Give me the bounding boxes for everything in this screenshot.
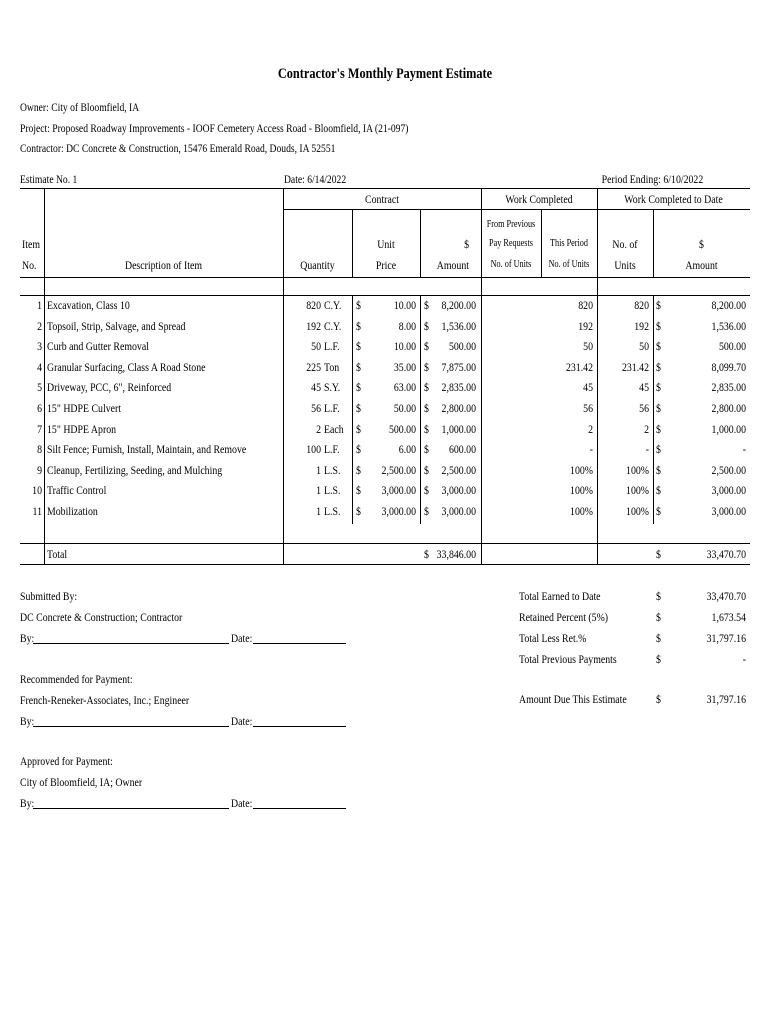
item-this-period-units: 2 (588, 422, 593, 436)
to-date-dollar-sign: $ (656, 504, 661, 518)
item-number: 7 (37, 422, 42, 436)
item-amount-to-date: 3,000.00 (711, 483, 746, 497)
to-date-dollar-sign: $ (656, 298, 661, 312)
header-amount-to-date: Amount (685, 258, 718, 272)
item-unit: L.S. (324, 483, 341, 497)
item-amount-to-date: 8,200.00 (711, 298, 746, 312)
item-description: Excavation, Class 10 (47, 298, 130, 312)
amount-dollar-sign: $ (424, 422, 429, 436)
item-unit-price: 10.00 (393, 298, 416, 312)
summary-label: Total Less Ret.% (519, 631, 587, 645)
contractor-line: Contractor: DC Concrete & Construction, 15476 Emerald Road, Douds, IA 52551 (20, 141, 336, 155)
amount-due-dollar: $ (656, 692, 661, 706)
signature-date-label: Date: (231, 714, 253, 728)
to-date-dollar-sign: $ (656, 360, 661, 374)
item-number: 9 (37, 463, 42, 477)
item-quantity: 2 (316, 422, 321, 436)
total-label: Total (47, 547, 68, 561)
summary-dollar-sign: $ (656, 589, 661, 603)
owner-line: Owner: City of Bloomfield, IA (20, 100, 140, 114)
item-unit-price: 3,000.00 (381, 483, 416, 497)
item-units-to-date: 820 (634, 298, 649, 312)
signature-by-label: By: (20, 796, 35, 810)
price-dollar-sign: $ (356, 504, 361, 518)
amount-dollar-sign: $ (424, 339, 429, 353)
item-amount-to-date: 2,500.00 (711, 463, 746, 477)
page-title: Contractor's Monthly Payment Estimate (277, 66, 493, 82)
item-amount-to-date: 2,835.00 (711, 380, 746, 394)
item-number: 11 (32, 504, 42, 518)
item-contract-amount: 2,835.00 (441, 380, 476, 394)
item-amount-to-date: 500.00 (718, 339, 746, 353)
to-date-dollar-sign: $ (656, 401, 661, 415)
total-contract-amount: 33,846.00 (436, 547, 476, 561)
summary-dollar-sign: $ (656, 610, 661, 624)
item-units-to-date: 50 (639, 339, 649, 353)
signature-by-label: By: (20, 631, 35, 645)
amount-dollar-sign: $ (424, 380, 429, 394)
item-unit: L.S. (324, 504, 341, 518)
item-unit: L.F. (324, 442, 340, 456)
price-dollar-sign: $ (356, 442, 361, 456)
item-description: 15" HDPE Apron (47, 422, 117, 436)
price-dollar-sign: $ (356, 380, 361, 394)
item-unit-price: 63.00 (393, 380, 416, 394)
price-dollar-sign: $ (356, 422, 361, 436)
item-unit-price: 500.00 (388, 422, 416, 436)
item-quantity: 192 (306, 319, 321, 333)
estimate-date: Date: 6/14/2022 (284, 172, 347, 186)
signature-date-label: Date: (231, 796, 253, 810)
item-amount-to-date: 1,536.00 (711, 319, 746, 333)
price-dollar-sign: $ (356, 401, 361, 415)
amount-dollar-sign: $ (424, 504, 429, 518)
amount-due-label: Amount Due This Estimate (519, 692, 627, 706)
total-completed-dollar: $ (656, 547, 661, 561)
amount-due-value: 31,797.16 (706, 692, 746, 706)
item-number: 8 (37, 442, 42, 456)
summary-dollar-sign: $ (656, 652, 661, 666)
item-units-to-date: 231.42 (621, 360, 649, 374)
item-units-to-date: 100% (626, 483, 649, 497)
item-unit-price: 8.00 (398, 319, 416, 333)
item-unit: S.Y. (324, 380, 341, 394)
item-quantity: 45 (311, 380, 321, 394)
to-date-dollar-sign: $ (656, 422, 661, 436)
header-contract: Contract (365, 192, 399, 206)
item-quantity: 1 (316, 463, 321, 477)
to-date-dollar-sign: $ (656, 319, 661, 333)
item-unit: Each (324, 422, 344, 436)
item-number: 1 (37, 298, 42, 312)
signature-party: DC Concrete & Construction; Contractor (20, 610, 183, 624)
header-item: Item (22, 237, 41, 251)
amount-dollar-sign: $ (424, 401, 429, 415)
item-unit-price: 3,000.00 (381, 504, 416, 518)
item-unit: L.F. (324, 339, 340, 353)
header-quantity: Quantity (300, 258, 335, 272)
item-description: Cleanup, Fertilizing, Seeding, and Mulching (47, 463, 223, 477)
item-units-to-date: - (645, 442, 649, 456)
to-date-dollar-sign: $ (656, 339, 661, 353)
item-contract-amount: 8,200.00 (441, 298, 476, 312)
summary-value: 31,797.16 (706, 631, 746, 645)
amount-dollar-sign: $ (424, 483, 429, 497)
header-dollar-to-date: $ (699, 237, 704, 251)
item-quantity: 56 (311, 401, 321, 415)
period-ending: Period Ending: 6/10/2022 (601, 172, 704, 186)
summary-value: 1,673.54 (711, 610, 746, 624)
signature-heading: Recommended for Payment: (20, 672, 133, 686)
to-date-dollar-sign: $ (656, 380, 661, 394)
header-pay-requests: Pay Requests (489, 238, 533, 249)
item-units-to-date: 45 (639, 380, 649, 394)
signature-heading: Submitted By: (20, 589, 78, 603)
item-contract-amount: 7,875.00 (441, 360, 476, 374)
total-completed-amount: 33,470.70 (706, 547, 746, 561)
item-contract-amount: 600.00 (448, 442, 476, 456)
header-this-units: No. of Units (548, 259, 590, 270)
price-dollar-sign: $ (356, 339, 361, 353)
header-prev-units: No. of Units (490, 259, 532, 270)
item-quantity: 50 (311, 339, 321, 353)
item-units-to-date: 100% (626, 504, 649, 518)
header-no: No. (22, 258, 37, 272)
item-amount-to-date: 8,099.70 (711, 360, 746, 374)
item-unit: L.F. (324, 401, 340, 415)
price-dollar-sign: $ (356, 463, 361, 477)
date-line[interactable] (253, 726, 346, 727)
header-units: Units (614, 258, 636, 272)
item-description: Topsoil, Strip, Salvage, and Spread (47, 319, 186, 333)
item-description: Granular Surfacing, Class A Road Stone (47, 360, 206, 374)
item-this-period-units: 231.42 (565, 360, 593, 374)
item-this-period-units: - (589, 442, 593, 456)
summary-dollar-sign: $ (656, 631, 661, 645)
item-unit: C.Y. (324, 319, 342, 333)
item-amount-to-date: 3,000.00 (711, 504, 746, 518)
item-quantity: 1 (316, 483, 321, 497)
header-this-period: This Period (549, 238, 589, 249)
item-description: Traffic Control (47, 483, 107, 497)
summary-label: Retained Percent (5%) (519, 610, 609, 624)
item-number: 2 (37, 319, 42, 333)
item-this-period-units: 820 (578, 298, 593, 312)
amount-dollar-sign: $ (424, 442, 429, 456)
header-no-of: No. of (612, 237, 638, 251)
item-contract-amount: 1,000.00 (441, 422, 476, 436)
item-number: 3 (37, 339, 42, 353)
amount-dollar-sign: $ (424, 298, 429, 312)
item-contract-amount: 2,800.00 (441, 401, 476, 415)
item-description: Mobilization (47, 504, 98, 518)
header-unit: Unit (377, 237, 395, 251)
item-unit-price: 10.00 (393, 339, 416, 353)
item-this-period-units: 192 (578, 319, 593, 333)
item-units-to-date: 56 (639, 401, 649, 415)
item-contract-amount: 3,000.00 (441, 504, 476, 518)
item-amount-to-date: - (742, 442, 746, 456)
item-unit-price: 50.00 (393, 401, 416, 415)
amount-dollar-sign: $ (424, 463, 429, 477)
item-number: 4 (37, 360, 42, 374)
item-contract-amount: 500.00 (448, 339, 476, 353)
signature-heading: Approved for Payment: (20, 754, 113, 768)
header-price: Price (375, 258, 397, 272)
estimate-number: Estimate No. 1 (20, 172, 78, 186)
header-description: Description of Item (124, 258, 203, 272)
date-line[interactable] (253, 643, 346, 644)
signature-line[interactable] (33, 726, 229, 727)
project-line: Project: Proposed Roadway Improvements - IOOF Cemetery Access Road - Bloomfield, IA (21-097) (20, 121, 409, 135)
signature-party: City of Bloomfield, IA; Owner (20, 775, 143, 789)
to-date-dollar-sign: $ (656, 442, 661, 456)
item-this-period-units: 50 (583, 339, 593, 353)
header-work-completed: Work Completed (505, 192, 573, 206)
item-this-period-units: 100% (570, 504, 593, 518)
total-dollar-sign: $ (424, 547, 429, 561)
item-this-period-units: 45 (583, 380, 593, 394)
item-unit: C.Y. (324, 298, 342, 312)
item-contract-amount: 1,536.00 (441, 319, 476, 333)
item-this-period-units: 100% (570, 463, 593, 477)
item-quantity: 1 (316, 504, 321, 518)
item-unit: L.S. (324, 463, 341, 477)
item-quantity: 225 (306, 360, 321, 374)
item-units-to-date: 192 (634, 319, 649, 333)
item-unit: Ton (324, 360, 340, 374)
item-this-period-units: 56 (583, 401, 593, 415)
item-units-to-date: 100% (626, 463, 649, 477)
header-from-previous: From Previous (486, 219, 536, 230)
price-dollar-sign: $ (356, 360, 361, 374)
amount-dollar-sign: $ (424, 360, 429, 374)
item-quantity: 100 (306, 442, 321, 456)
to-date-dollar-sign: $ (656, 463, 661, 477)
item-contract-amount: 3,000.00 (441, 483, 476, 497)
header-dollar: $ (464, 237, 469, 251)
summary-label: Total Previous Payments (519, 652, 617, 666)
price-dollar-sign: $ (356, 298, 361, 312)
item-number: 10 (32, 483, 42, 497)
item-number: 6 (37, 401, 42, 415)
summary-value: 33,470.70 (706, 589, 746, 603)
item-description: Driveway, PCC, 6", Reinforced (47, 380, 172, 394)
summary-label: Total Earned to Date (519, 589, 601, 603)
item-units-to-date: 2 (644, 422, 649, 436)
signature-line[interactable] (33, 643, 229, 644)
item-unit-price: 35.00 (393, 360, 416, 374)
item-contract-amount: 2,500.00 (441, 463, 476, 477)
amount-dollar-sign: $ (424, 319, 429, 333)
item-amount-to-date: 2,800.00 (711, 401, 746, 415)
date-line[interactable] (253, 808, 346, 809)
header-amount: Amount (436, 258, 469, 272)
signature-party: French-Reneker-Associates, Inc.; Engineer (20, 693, 190, 707)
item-quantity: 820 (306, 298, 321, 312)
item-amount-to-date: 1,000.00 (711, 422, 746, 436)
item-description: 15" HDPE Culvert (47, 401, 121, 415)
item-number: 5 (37, 380, 42, 394)
price-dollar-sign: $ (356, 483, 361, 497)
signature-date-label: Date: (231, 631, 253, 645)
item-unit-price: 2,500.00 (381, 463, 416, 477)
header-work-completed-to-date: Work Completed to Date (624, 192, 723, 206)
item-this-period-units: 100% (570, 483, 593, 497)
item-unit-price: 6.00 (398, 442, 416, 456)
signature-by-label: By: (20, 714, 35, 728)
price-dollar-sign: $ (356, 319, 361, 333)
to-date-dollar-sign: $ (656, 483, 661, 497)
item-description: Curb and Gutter Removal (47, 339, 149, 353)
summary-value: - (742, 652, 746, 666)
item-description: Silt Fence; Furnish, Install, Maintain, and Remove (47, 442, 247, 456)
signature-line[interactable] (33, 808, 229, 809)
